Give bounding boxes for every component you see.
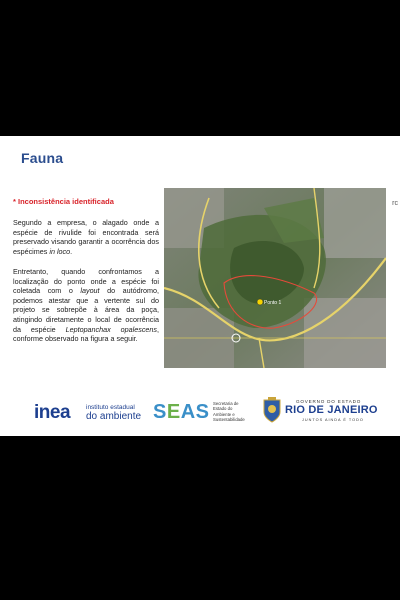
footer-logos bbox=[0, 394, 400, 428]
seas-text-line-2: Estado do bbox=[213, 406, 233, 412]
inea-line-1: instituto estadual bbox=[86, 404, 135, 411]
paragraph-1-emphasis: in loco bbox=[49, 246, 71, 256]
seas-logo-part-2: E bbox=[166, 401, 181, 423]
seas-logo bbox=[153, 401, 209, 424]
seas-logo-part-1: S bbox=[153, 401, 167, 423]
paragraph-company-claim bbox=[13, 218, 159, 256]
governo-top-text: GOVERNO DO ESTADO bbox=[296, 399, 362, 404]
seas-logo-part-3: AS bbox=[180, 401, 210, 423]
satellite-map-image bbox=[164, 188, 386, 368]
map-point-label: Ponto 1 bbox=[264, 300, 282, 306]
state-seal-icon bbox=[261, 396, 283, 424]
paragraph-2-part-b: do autódromo, podemos atestar que a vertente sul do projeto se sobrepõe à área da poça, atingindo diretamente o local de ocorrência da espécie bbox=[13, 286, 159, 334]
paragraph-contradiction bbox=[13, 267, 159, 344]
paragraph-1-end: . bbox=[70, 246, 73, 256]
inconsistency-heading: * Inconsistência identificada bbox=[13, 197, 114, 206]
seas-text-line-3: Ambiente e bbox=[213, 411, 235, 417]
seas-text-line-4: Sustentabilidade bbox=[213, 417, 245, 423]
seas-description bbox=[213, 401, 245, 423]
paragraph-1-text: Segundo a empresa, o alagado onde a espécie de rivulide foi encontrada será preservado visando garantir a ocorrência dos espécimes bbox=[13, 218, 159, 256]
paragraph-2-layout-word: layout bbox=[80, 286, 100, 296]
inea-line-2: do ambiente bbox=[86, 411, 142, 422]
paragraph-2-part-a: Entretanto, quando confrontamos a localização do ponto onde a espécie foi coletada com o bbox=[13, 267, 159, 296]
rio-de-janeiro-logo: RIO DE JANEIRO bbox=[285, 404, 378, 416]
seas-text-line-1: Secretaria de bbox=[213, 401, 239, 406]
governo-slogan: JUNTOS AINDA É TODO bbox=[302, 418, 364, 422]
inea-logo: inea bbox=[34, 402, 71, 423]
presentation-slide bbox=[0, 136, 400, 436]
slide-title: Fauna bbox=[21, 150, 64, 166]
species-name: Leptopanchax opalescens bbox=[65, 324, 157, 334]
right-edge-mark: rc bbox=[392, 200, 398, 207]
paragraph-2-part-c: , conforme observado na figura a seguir. bbox=[13, 324, 159, 344]
